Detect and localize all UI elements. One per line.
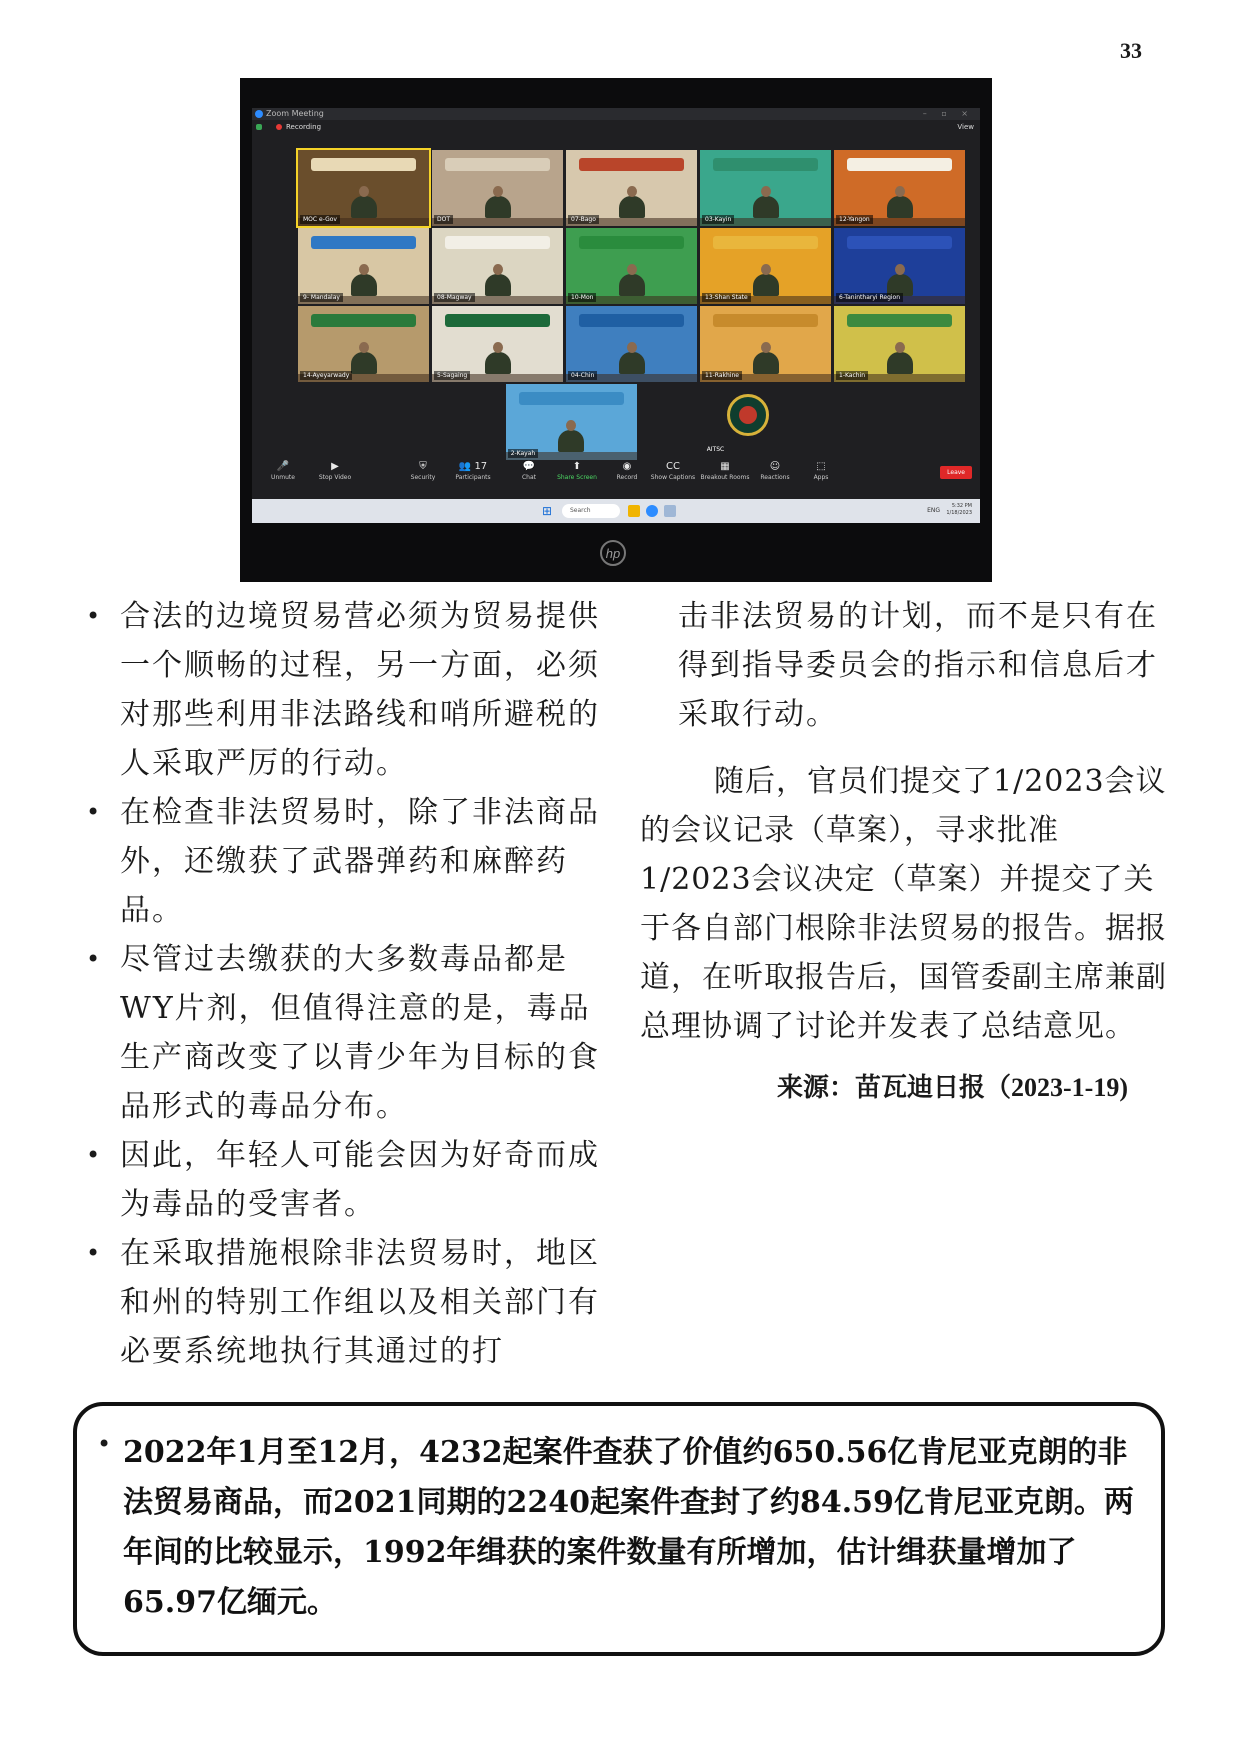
unmute-button[interactable]: [258, 460, 308, 481]
participant-name: 04-Chin: [568, 371, 597, 380]
participant-name: 03-Kayin: [702, 215, 734, 224]
participant-name: 1-Kachin: [836, 371, 868, 380]
toolbar-label: Reactions: [760, 474, 790, 481]
video-tile[interactable]: [432, 306, 563, 382]
zoom-toolbar: [252, 460, 980, 490]
page-number: 33: [1120, 38, 1142, 63]
body-paragraph: 随后，官员们提交了1/2023会议的会议记录（草案），寻求批准1/2023会议决定（草案）并提交了关于各自部门根除非法贸易的报告。据报道，在听取报告后，国管委副主席兼副总理协调了讨论并发表了总结意见。: [640, 764, 1167, 1044]
participant-name: 9- Mandalay: [300, 293, 343, 302]
summary-text: 2022年1月至12月，4232起案件查获了价值约650.56亿肯尼亚克朗的非法贸易商品，而2021同期的2240起案件查封了约84.59亿肯尼亚克朗。两年间的比较显示，1992年缉获的案件数量有所增加，估计缉获量增加了65.97亿缅元。: [123, 1435, 1134, 1620]
toolbar-label: Participants: [455, 474, 491, 481]
toolbar-label: Unmute: [271, 474, 295, 481]
participant-figure: [485, 196, 511, 218]
continued-text: 击非法贸易的计划，而不是只有在得到指导委员会的指示和信息后才采取行动。: [678, 599, 1158, 732]
participant-figure: [485, 352, 511, 374]
participant-name: 2-Kayah: [508, 449, 539, 458]
recording-label: Recording: [286, 123, 322, 131]
toolbar-label: Apps: [813, 474, 829, 481]
meeting-photo: [240, 78, 992, 582]
participant-figure: [558, 430, 584, 452]
apps-button[interactable]: [796, 460, 846, 481]
toolbar-label: Record: [616, 474, 638, 481]
mic-icon: 🎤: [276, 461, 290, 472]
room-banner: [445, 236, 550, 250]
video-tile[interactable]: [432, 228, 563, 304]
state-emblem-icon: [727, 394, 769, 436]
taskbar-app-icon[interactable]: [664, 505, 676, 517]
room-banner: [713, 158, 818, 172]
participant-name: 14-Ayeyarwady: [300, 371, 352, 380]
participant-figure: [485, 274, 511, 296]
toolbar-label: Show Captions: [650, 474, 696, 481]
participant-figure: [351, 352, 377, 374]
view-button[interactable]: View: [957, 123, 974, 131]
breakout-icon: ▦: [720, 461, 730, 472]
toolbar-label: Share Screen: [557, 474, 597, 481]
bullet-list: [86, 592, 606, 1376]
video-icon: ▶: [331, 461, 339, 472]
bullet-item: • 在检查非法贸易时，除了非法商品外，还缴获了武器弹药和麻醉药品。: [86, 788, 606, 935]
bullet-item: • 在采取措施根除非法贸易时，地区和州的特别工作组以及相关部门有必要系统地执行其通过的打: [86, 1229, 606, 1376]
participant-figure: [619, 196, 645, 218]
room-banner: [311, 158, 416, 172]
video-tile[interactable]: [298, 228, 429, 304]
room-banner: [713, 236, 818, 250]
video-tile[interactable]: [566, 150, 697, 226]
toolbar-label: Chat: [521, 474, 537, 481]
video-tile[interactable]: [700, 306, 831, 382]
captions-icon: CC: [666, 461, 680, 472]
source-citation: 来源：苗瓦迪日报（2023-1-19): [777, 1073, 1128, 1102]
participant-name: DOT: [434, 215, 453, 224]
shield-icon: [256, 124, 262, 130]
windows-start-icon[interactable]: ⊞: [542, 504, 553, 518]
share-screen-icon: ⬆: [572, 461, 582, 472]
video-tile[interactable]: [700, 150, 831, 226]
participant-name: 6-Tanintharyi Region: [836, 293, 903, 302]
record-dot-icon: [276, 124, 282, 130]
video-tile[interactable]: [566, 228, 697, 304]
room-banner: [311, 314, 416, 328]
participant-name: 07-Bago: [568, 215, 599, 224]
chat-icon: 💬: [522, 461, 536, 472]
participant-name: 10-Mon: [568, 293, 596, 302]
room-banner: [713, 314, 818, 328]
shield-icon: ⛨: [419, 461, 427, 472]
room-banner: [847, 158, 952, 172]
participant-figure: [753, 352, 779, 374]
record-button[interactable]: [602, 460, 652, 481]
participant-figure: [753, 196, 779, 218]
participant-name: 12-Yangon: [836, 215, 873, 224]
participant-name: MOC e-Gov: [300, 215, 340, 224]
room-banner: [311, 236, 416, 250]
apps-icon: ⬚: [816, 461, 826, 472]
room-banner: [445, 158, 550, 172]
record-icon: ◉: [622, 461, 632, 472]
toolbar-label: Stop Video: [318, 474, 352, 481]
video-tile[interactable]: [298, 306, 429, 382]
taskbar-date: 1/18/2023: [946, 510, 972, 516]
chat-button[interactable]: [504, 460, 554, 481]
bullet-item: • 尽管过去缴获的大多数毒品都是WY片剂，但值得注意的是，毒品生产商改变了以青少年为目标的食品形式的毒品分布。: [86, 935, 606, 1131]
participant-figure: [753, 274, 779, 296]
room-banner: [579, 158, 684, 172]
participant-figure: [351, 196, 377, 218]
taskbar-language[interactable]: ENG: [927, 507, 940, 514]
participant-name: 11-Rakhine: [702, 371, 742, 380]
video-tile[interactable]: [834, 306, 965, 382]
participant-name: 08-Magway: [434, 293, 475, 302]
bullet-item: • 因此，年轻人可能会因为好奇而成为毒品的受害者。: [86, 1131, 606, 1229]
show-captions-button[interactable]: [648, 460, 698, 481]
right-column: [640, 592, 1168, 1112]
share-screen-button[interactable]: [552, 460, 602, 481]
taskbar-search[interactable]: Search: [562, 504, 620, 518]
video-tile[interactable]: [298, 150, 429, 226]
bullet-marker: •: [97, 1430, 112, 1458]
room-banner: [445, 314, 550, 328]
participants-icon: 👥 17: [458, 461, 488, 472]
video-tile[interactable]: [834, 150, 965, 226]
video-tile[interactable]: [700, 228, 831, 304]
participant-figure: [887, 352, 913, 374]
emblem-label: AITSC: [706, 446, 725, 453]
participant-figure: [887, 196, 913, 218]
participant-figure: [619, 274, 645, 296]
hp-logo: hp: [600, 540, 626, 566]
monitor-screen: [252, 108, 980, 523]
bullet-item: • 合法的边境贸易营必须为贸易提供一个顺畅的过程，另一方面，必须对那些利用非法路线和哨所避税的人采取严厉的行动。: [86, 592, 606, 788]
toolbar-label: Security: [410, 474, 436, 481]
room-banner: [579, 236, 684, 250]
participant-figure: [351, 274, 377, 296]
participant-name: 13-Shan State: [702, 293, 751, 302]
video-tile[interactable]: [432, 150, 563, 226]
room-banner: [847, 314, 952, 328]
security-button[interactable]: [398, 460, 448, 481]
windows-taskbar: [252, 499, 980, 523]
stop-video-button[interactable]: [310, 460, 360, 481]
video-tile[interactable]: [566, 306, 697, 382]
zoom-icon: [255, 110, 263, 118]
room-banner: [519, 392, 624, 406]
taskbar-clock[interactable]: [946, 503, 972, 517]
participants-button[interactable]: [448, 460, 498, 481]
participant-figure: [619, 352, 645, 374]
video-tile[interactable]: [834, 228, 965, 304]
video-tile[interactable]: [506, 384, 637, 460]
room-banner: [847, 236, 952, 250]
taskbar-time: 5:32 PM: [951, 503, 972, 509]
window-title: Zoom Meeting: [266, 109, 324, 118]
summary-box: [73, 1402, 1165, 1656]
window-controls[interactable]: – ▫ ×: [922, 109, 974, 118]
zoom-titlebar: [252, 108, 980, 120]
toolbar-label: Breakout Rooms: [700, 474, 750, 481]
reactions-icon: ☺: [769, 461, 781, 472]
reactions-button[interactable]: [750, 460, 800, 481]
recording-bar: [252, 120, 980, 134]
room-banner: [579, 314, 684, 328]
file-explorer-icon[interactable]: [628, 505, 640, 517]
leave-button[interactable]: Leave: [940, 466, 972, 479]
breakout-rooms-button[interactable]: [700, 460, 750, 481]
left-column: [86, 592, 606, 1376]
participant-name: 5-Sagaing: [434, 371, 470, 380]
zoom-app-icon[interactable]: [646, 505, 658, 517]
